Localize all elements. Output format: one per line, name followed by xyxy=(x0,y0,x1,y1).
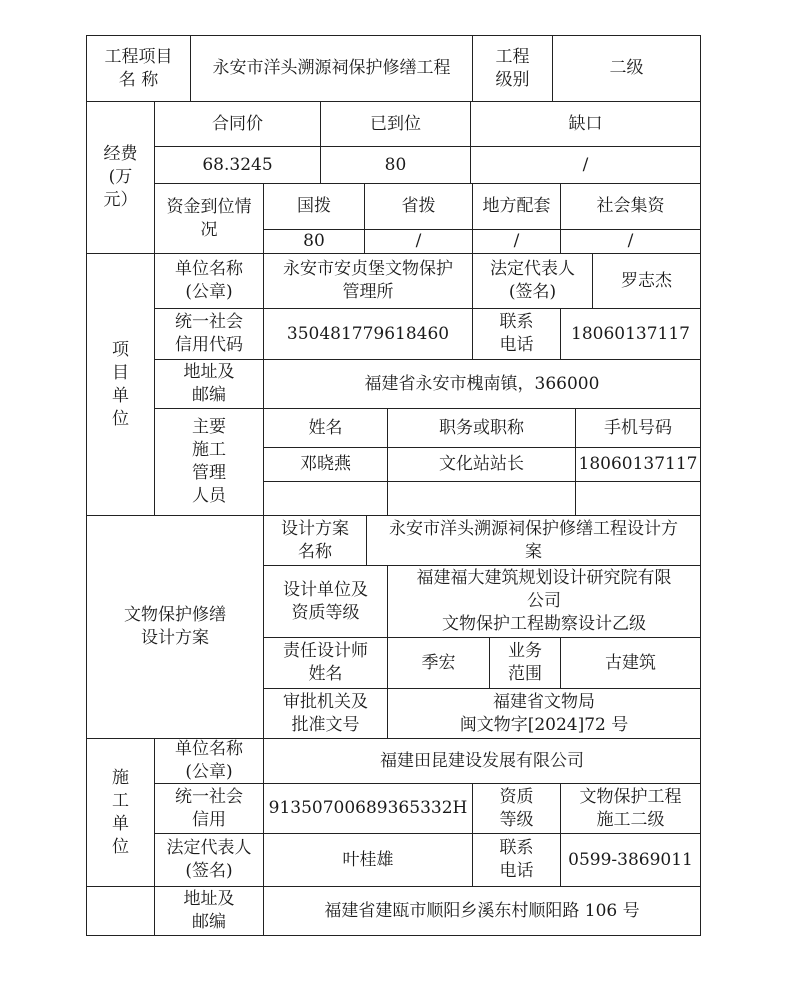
credit-code-label: 统一社会 信用代码 xyxy=(175,312,243,355)
constructor-name-value: 福建田昆建设发展有限公司 xyxy=(380,750,584,771)
contract-price-label: 合同价 xyxy=(212,113,263,134)
designer-label: 责任设计师 姓名 xyxy=(283,641,368,684)
constructor-contact-value: 0599-3869011 xyxy=(568,849,693,870)
received-label: 已到位 xyxy=(370,113,421,134)
designer-value: 季宏 xyxy=(421,652,456,673)
plan-name-label: 设计方案 名称 xyxy=(281,518,349,562)
project-level-label: 工程 级别 xyxy=(495,46,530,90)
address-value: 福建省永安市槐南镇，366000 xyxy=(364,373,600,394)
constructor-address-label: 地址及 邮编 xyxy=(183,889,235,932)
constructor-address-value: 福建省建瓯市顺阳乡溪东村顺阳路 106 号 xyxy=(324,900,640,921)
approval-value: 福建省文物局 闽文物字[2024]72 号 xyxy=(459,691,629,735)
funding-label: 经费 (万 元） xyxy=(103,144,138,210)
design-unit-value: 福建福大建筑规划设计研究院有限 公司 文物保护工程勘察设计乙级 xyxy=(416,568,672,634)
constructor-legal-label: 法定代表人 (签名) xyxy=(166,838,252,881)
provincial-value: / xyxy=(415,231,422,251)
project-name-label: 工程项目 名 称 xyxy=(104,46,173,90)
local-value: / xyxy=(513,231,520,251)
constructor-name-label: 单位名称 (公章) xyxy=(175,739,243,782)
gap-label: 缺口 xyxy=(568,113,603,134)
qualification-label: 资质 等级 xyxy=(499,786,534,830)
project-level-value: 二级 xyxy=(609,58,644,78)
design-label: 文物保护修缮 设计方案 xyxy=(124,605,226,648)
national-value: 80 xyxy=(303,231,325,251)
social-label: 社会集资 xyxy=(596,196,665,216)
contract-price-value: 68.3245 xyxy=(202,154,273,175)
provincial-label: 省拨 xyxy=(401,196,436,216)
project-unit-label: 项 目 单 位 xyxy=(112,339,129,429)
unit-name-value: 永安市安贞堡文物保护 管理所 xyxy=(283,259,453,302)
constructor-credit-label: 统一社会 信用 xyxy=(175,786,243,830)
approval-label: 审批机关及 批准文号 xyxy=(283,691,368,735)
plan-name-value: 永安市洋头溯源祠保护修缮工程设计方 案 xyxy=(389,518,678,562)
construction-unit-label: 施 工 单 位 xyxy=(112,767,129,857)
staff-name: 邓晓燕 xyxy=(300,454,351,474)
contact-value: 18060137117 xyxy=(571,323,690,344)
credit-code-value: 350481779618460 xyxy=(286,323,450,344)
contact-label: 联系 电话 xyxy=(499,312,534,355)
project-name-value: 永安市洋头溯源祠保护修缮工程 xyxy=(212,58,451,78)
design-unit-label: 设计单位及 资质等级 xyxy=(283,579,368,623)
unit-name-label: 单位名称 (公章) xyxy=(175,259,243,302)
staff-title: 文化站站长 xyxy=(439,454,524,474)
legal-rep-label: 法定代表人 (签名) xyxy=(490,259,575,302)
staff-phone: 18060137117 xyxy=(578,454,698,474)
scope-label: 业务 范围 xyxy=(508,641,542,684)
manager-label: 主要 施工 管理 人员 xyxy=(192,417,226,506)
received-value: 80 xyxy=(384,154,407,175)
legal-rep-value: 罗志杰 xyxy=(621,270,672,291)
scope-value: 古建筑 xyxy=(605,652,656,673)
social-value: / xyxy=(627,231,634,251)
staff-col-phone: 手机号码 xyxy=(604,417,672,438)
national-label: 国拨 xyxy=(297,196,331,216)
constructor-contact-label: 联系 电话 xyxy=(499,838,534,881)
constructor-legal-value: 叶桂雄 xyxy=(342,849,394,870)
staff-col-name: 姓名 xyxy=(308,417,343,438)
fund-arrival-label: 资金到位情 况 xyxy=(166,196,252,240)
constructor-credit-value: 91350700689365332H xyxy=(268,798,468,818)
address-label: 地址及 邮编 xyxy=(183,362,235,405)
local-label: 地方配套 xyxy=(482,196,551,216)
qualification-value: 文物保护工程 施工二级 xyxy=(579,786,682,830)
staff-col-title: 职务或职称 xyxy=(439,417,524,438)
gap-value: / xyxy=(582,154,589,175)
